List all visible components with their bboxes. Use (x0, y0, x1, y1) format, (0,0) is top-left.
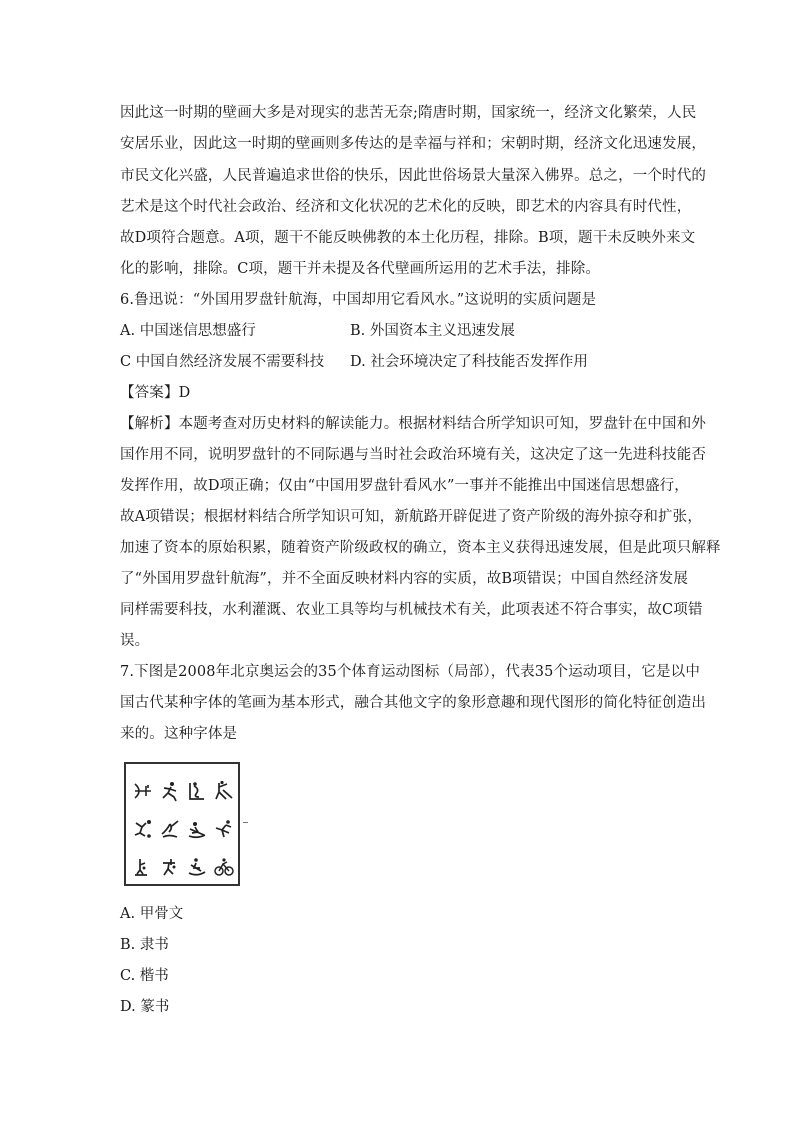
prev-explanation-line-5: 故D项符合题意。A项，题干不能反映佛教的本土化历程，排除。B项，题干未反映外来文 (120, 230, 696, 246)
weightlifting-icon (132, 856, 154, 878)
prev-explanation-line-6: 化的影响，排除。C项，题干并未提及各代壁画所运用的艺术手法，排除。 (120, 261, 601, 277)
canoe-icon (186, 856, 208, 878)
cycling-icon (213, 856, 235, 878)
question-7-option-d: D. 篆书 (120, 999, 170, 1015)
prev-explanation-line-3: 市民文化兴盛，人民普遍追求世俗的快乐，因此世俗场景大量深入佛界。总之，一个时代的 (120, 168, 706, 184)
question-6-option-b: B. 外国资本主义迅速发展 (350, 323, 515, 339)
question-6-option-a: A. 中国迷信思想盛行 (120, 323, 256, 339)
question-7-option-c: C. 楷书 (120, 968, 169, 984)
judo-icon (159, 856, 181, 878)
athletics-icon (159, 780, 181, 802)
question-6-stem: 6.鲁迅说：“外国用罗盘针航海，中国却用它看风水。”这说明的实质问题是 (120, 292, 597, 308)
rowing-icon (186, 818, 208, 840)
question-6-analysis-line-5: 加速了资本的原始积累，随着资产阶级政权的确立，资本主义获得迅速发展，但是此项只解释 (120, 540, 721, 556)
question-6-analysis-line-8: 误。 (120, 633, 150, 649)
prev-explanation-line-1: 因此这一时期的壁画大多是对现实的悲苦无奈;隋唐时期，国家统一，经济文化繁荣，人民 (120, 105, 697, 121)
question-6-analysis-line-2: 国作用不同，说明罗盘针的不同际遇与当时社会政治环境有关，这决定了这一先进科技能否 (120, 447, 706, 463)
prev-explanation-line-2: 安居乐业，因此这一时期的壁画则多传达的是幸福与祥和；宋朝时期，经济文化迅速发展， (120, 136, 706, 152)
figure-side-mark (243, 822, 248, 826)
fencing-icon (213, 780, 235, 802)
question-7-stem-line-3: 来的。这种字体是 (120, 726, 238, 742)
question-7-stem-line-2: 国古代某种字体的笔画为基本形式，融合其他文字的象形意趣和现代图形的简化特征创造出 (120, 695, 706, 711)
question-6-answer: 【答案】D (120, 385, 191, 401)
football-icon (132, 818, 154, 840)
question-6-analysis-line-1: 【解析】本题考查对历史材料的解读能力。根据材料结合所学知识可知，罗盘针在中国和外 (120, 416, 706, 432)
olympic-pictograms-figure (124, 762, 240, 886)
question-6-analysis-line-6: 了“外国用罗盘针航海”，并不全面反映材料内容的实质，故B项错误；中国自然经济发展 (120, 571, 688, 587)
question-6-option-c: C 中国自然经济发展不需要科技 (120, 354, 325, 370)
question-6-analysis-line-4: 故A项错误；根据材料结合所学知识可知，新航路开辟促进了资产阶级的海外掠夺和扩张， (120, 509, 702, 525)
question-7-option-b: B. 隶书 (120, 937, 169, 953)
question-6-analysis-line-3: 发挥作用，故D项正确；仅由“中国用罗盘针看风水”一事并不能推出中国迷信思想盛行， (120, 478, 689, 494)
question-7-stem-line-1: 7.下图是2008年北京奥运会的35个体育运动图标（局部），代表35个运动项目，它是以中 (120, 664, 700, 680)
question-7-option-a: A. 甲骨文 (120, 906, 184, 922)
gymnastics-icon (186, 780, 208, 802)
question-6-option-d: D. 社会环境决定了科技能否发挥作用 (350, 354, 588, 370)
archery-icon (132, 780, 154, 802)
swimming-icon (159, 818, 181, 840)
question-6-analysis-line-7: 同样需要科技，水利灌溉、农业工具等均与机械技术有关，此项表述不符合事实，故C项错 (120, 602, 703, 618)
prev-explanation-line-4: 艺术是这个时代社会政治、经济和文化状况的艺术化的反映，即艺术的内容具有时代性， (120, 199, 692, 215)
hurdles-icon (213, 818, 235, 840)
